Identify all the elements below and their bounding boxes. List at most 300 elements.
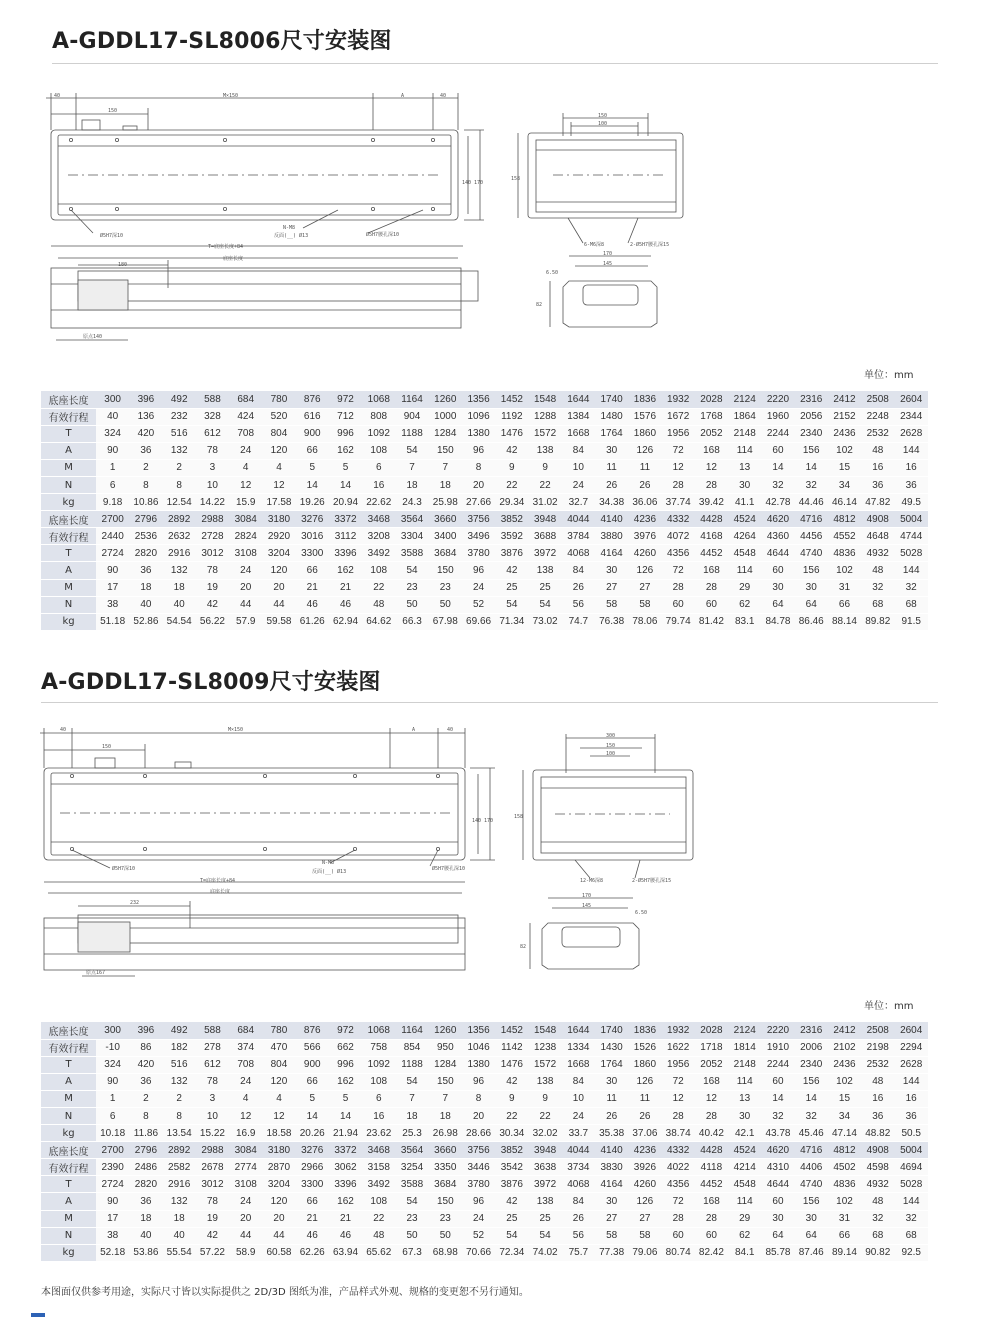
s2-base-len: 底座长度	[210, 889, 231, 895]
spec-cell: 62.94	[329, 613, 362, 630]
spec-cell: 3852	[495, 1142, 528, 1159]
spec-cell: 424	[229, 408, 262, 425]
spec-cell: 3204	[262, 1176, 295, 1193]
spec-cell: 8	[462, 459, 495, 476]
spec-cell: 2440	[96, 528, 129, 545]
spec-cell: 36	[129, 1073, 162, 1090]
spec-cell: 30	[795, 1210, 828, 1227]
spec-cell: 32	[795, 1107, 828, 1124]
spec-cell: 34.38	[595, 494, 628, 511]
spec-cell: 102	[828, 1073, 861, 1090]
spec-cell: 40	[163, 596, 196, 613]
spec-cell: 61.26	[296, 613, 329, 630]
spec-cell: 1480	[595, 408, 628, 425]
spec-cell: 65.62	[362, 1244, 395, 1261]
s2-e158: 158	[514, 814, 524, 820]
spec-cell: 300	[96, 1022, 129, 1039]
spec-row	[41, 1193, 928, 1210]
spec-cell: 18	[429, 1107, 462, 1124]
spec-cell: 4552	[828, 528, 861, 545]
spec-cell: 1836	[628, 1022, 661, 1039]
spec-cell: 5004	[894, 511, 928, 528]
spec-cell: 90	[96, 442, 129, 459]
spec-cell: 22	[495, 1107, 528, 1124]
spec-cell: 4456	[795, 528, 828, 545]
spec-header-row	[41, 391, 928, 408]
spec-cell: 56	[562, 1227, 595, 1244]
spec-cell: 23	[395, 1210, 428, 1227]
spec-cell: 66.3	[395, 613, 428, 630]
spec-cell: 40	[96, 408, 129, 425]
spec-cell: 2	[163, 1090, 196, 1107]
spec-cell: 11	[595, 1090, 628, 1107]
spec-cell: 114	[728, 562, 761, 579]
s1-e-m6: 6-M6深8	[584, 242, 605, 248]
spec-cell: 35.38	[595, 1125, 628, 1142]
spec-cell: 20	[229, 1210, 262, 1227]
s2-f82: 82	[520, 944, 527, 950]
spec-cell: 29.34	[495, 494, 528, 511]
spec-cell: 168	[695, 442, 728, 459]
spec-cell: 4908	[861, 511, 894, 528]
spec-cell: 36	[129, 1193, 162, 1210]
spec-cell: 42.78	[761, 494, 794, 511]
spec-cell: 57.22	[196, 1244, 229, 1261]
spec-row	[41, 1073, 928, 1090]
spec-cell: 780	[262, 391, 295, 408]
spec-cell: 1932	[662, 391, 695, 408]
spec-cell: 30	[595, 562, 628, 579]
spec-cell: 1814	[728, 1039, 761, 1056]
spec-cell: 1956	[662, 425, 695, 442]
spec-cell: 9	[528, 1090, 561, 1107]
spec-cell: 1046	[462, 1039, 495, 1056]
spec-cell: 20	[462, 476, 495, 493]
spec-cell: 2198	[861, 1039, 894, 1056]
spec-cell: 132	[163, 1193, 196, 1210]
spec-cell: 374	[229, 1039, 262, 1056]
spec-cell: 4740	[795, 545, 828, 562]
spec-cell: 1192	[495, 408, 528, 425]
spec-cell: 2892	[163, 511, 196, 528]
spec-cell: 96	[462, 562, 495, 579]
spec-cell: 5	[296, 1090, 329, 1107]
spec-row-label: N	[41, 596, 96, 613]
spec-cell: 3396	[329, 545, 362, 562]
spec-cell: 4260	[628, 545, 661, 562]
spec-cell: 3948	[528, 511, 561, 528]
spec-cell: 24	[229, 442, 262, 459]
spec-cell: 4620	[761, 511, 794, 528]
spec-cell: 162	[329, 442, 362, 459]
s2-holes-m: N-M8	[322, 860, 335, 866]
s2-f145: 145	[582, 903, 592, 909]
spec-cell: 4406	[795, 1159, 828, 1176]
spec-cell: 120	[262, 562, 295, 579]
spec-cell: 28	[662, 1210, 695, 1227]
spec-cell: 4360	[761, 528, 794, 545]
spec-cell: 328	[196, 408, 229, 425]
s2-hole1: Ø5H7深10	[112, 866, 136, 872]
spec-cell: 54	[495, 1227, 528, 1244]
spec-cell: 44	[262, 1227, 295, 1244]
spec-cell: 18	[163, 1210, 196, 1227]
spec-cell: 5	[296, 459, 329, 476]
spec-cell: 168	[695, 1193, 728, 1210]
spec-cell: 48	[362, 596, 395, 613]
spec-cell: 876	[296, 1022, 329, 1039]
spec-cell: 20.26	[296, 1125, 329, 1142]
spec-cell: 78	[196, 442, 229, 459]
spec-cell: 2316	[795, 1022, 828, 1039]
spec-cell: 4264	[728, 528, 761, 545]
spec-cell: 75.7	[562, 1244, 595, 1261]
spec-cell: 72.34	[495, 1244, 528, 1261]
spec-cell: 8	[129, 1107, 162, 1124]
spec-cell: 3300	[296, 1176, 329, 1193]
spec-cell: 1164	[395, 391, 428, 408]
spec-cell: 2508	[861, 1022, 894, 1039]
spec-cell: 64.62	[362, 613, 395, 630]
spec-cell: 4310	[761, 1159, 794, 1176]
spec-cell: 55.54	[163, 1244, 196, 1261]
spec-cell: 3638	[528, 1159, 561, 1176]
spec-cell: 90.82	[861, 1244, 894, 1261]
s1-base-len: 底座长度	[223, 256, 244, 262]
spec-cell: 26.98	[429, 1125, 462, 1142]
spec-cell: 31.02	[528, 494, 561, 511]
spec-cell: 2820	[129, 545, 162, 562]
s2-t-len: T=底座长度+84	[200, 878, 236, 884]
spec-cell: 12.54	[163, 494, 196, 511]
spec-cell: 4502	[828, 1159, 861, 1176]
spec-row	[41, 579, 928, 596]
spec-cell: 3492	[362, 1176, 395, 1193]
spec-cell: 3180	[262, 1142, 295, 1159]
spec-cell: 300	[96, 391, 129, 408]
spec-cell: 684	[229, 391, 262, 408]
spec-cell: 84	[562, 1073, 595, 1090]
spec-cell: 16	[894, 459, 928, 476]
spec-cell: 520	[262, 408, 295, 425]
spec-cell: 4356	[662, 545, 695, 562]
spec-cell: 804	[262, 425, 295, 442]
spec-cell: 14	[296, 476, 329, 493]
spec-cell: 48	[861, 562, 894, 579]
spec-cell: 36	[861, 476, 894, 493]
spec-cell: 4932	[861, 545, 894, 562]
spec-cell: 48	[362, 1227, 395, 1244]
spec-cell: 4	[262, 1090, 295, 1107]
spec-cell: 54.54	[163, 613, 196, 630]
s1-top-150: 150	[108, 108, 118, 114]
spec-cell: 67.98	[429, 613, 462, 630]
spec-cell: 136	[129, 408, 162, 425]
spec-cell: 14	[329, 1107, 362, 1124]
s1-r170: 170	[474, 180, 484, 186]
spec-row-label: T	[41, 1176, 96, 1193]
spec-cell: 10	[562, 459, 595, 476]
spec-cell: 9	[495, 459, 528, 476]
spec-cell: 32	[795, 476, 828, 493]
spec-cell: 4548	[728, 545, 761, 562]
spec-cell: 4524	[728, 1142, 761, 1159]
spec-row-label: kg	[41, 494, 96, 511]
spec-cell: 6	[362, 1090, 395, 1107]
spec-cell: 78.06	[628, 613, 661, 630]
spec-cell: 420	[129, 425, 162, 442]
spec-cell: 58.9	[229, 1244, 262, 1261]
spec-cell: 36	[894, 476, 928, 493]
spec-cell: 32.7	[562, 494, 595, 511]
spec-cell: 79.06	[628, 1244, 661, 1261]
spec-cell: 108	[362, 1073, 395, 1090]
spec-cell: 4072	[662, 528, 695, 545]
spec-row-label: A	[41, 442, 96, 459]
spec-cell: 26	[562, 1210, 595, 1227]
spec-cell: 30	[728, 476, 761, 493]
s1-f145: 145	[603, 261, 613, 267]
spec-cell: 4168	[695, 528, 728, 545]
spec-cell: 3976	[628, 528, 661, 545]
spec-cell: 24	[229, 1193, 262, 1210]
spec-cell: 68	[861, 1227, 894, 1244]
spec-cell: 10.86	[129, 494, 162, 511]
spec-cell: 59.58	[262, 613, 295, 630]
spec-cell: 9.18	[96, 494, 129, 511]
spec-cell: 4648	[861, 528, 894, 545]
spec-cell: 16	[362, 476, 395, 493]
s2-r170: 170	[484, 818, 494, 824]
spec-cell: 18	[129, 1210, 162, 1227]
spec-cell: 2124	[728, 1022, 761, 1039]
spec-cell: 114	[728, 1193, 761, 1210]
spec-cell: 27	[595, 579, 628, 596]
spec-cell: 1576	[628, 408, 661, 425]
section1-spec-table	[41, 391, 928, 631]
spec-cell: 102	[828, 442, 861, 459]
spec-cell: 4236	[628, 511, 661, 528]
spec-cell: 34	[828, 1107, 861, 1124]
spec-cell: 2340	[795, 425, 828, 442]
s1-holes-m2: 反面(__) Ø13	[274, 233, 309, 239]
spec-cell: 324	[96, 1056, 129, 1073]
spec-cell: 30	[761, 579, 794, 596]
spec-cell: 1188	[395, 1056, 428, 1073]
s2-top-a: A	[412, 727, 416, 733]
s2-e-2: 2-Ø5H7腰孔深15	[632, 878, 672, 884]
spec-cell: 60.58	[262, 1244, 295, 1261]
spec-cell: 1740	[595, 1022, 628, 1039]
spec-cell: 30	[728, 1107, 761, 1124]
spec-row	[41, 545, 928, 562]
spec-cell: 1334	[562, 1039, 595, 1056]
spec-cell: 1260	[429, 1022, 462, 1039]
spec-cell: 84	[562, 562, 595, 579]
spec-cell: 150	[429, 562, 462, 579]
spec-cell: 396	[129, 391, 162, 408]
spec-header-row	[41, 1142, 928, 1159]
spec-cell: 16.9	[229, 1125, 262, 1142]
spec-cell: 12	[262, 476, 295, 493]
spec-cell: 21	[329, 579, 362, 596]
spec-cell: 1932	[662, 1022, 695, 1039]
spec-cell: 2582	[163, 1159, 196, 1176]
spec-cell: 662	[329, 1039, 362, 1056]
spec-cell: 3	[196, 1090, 229, 1107]
spec-cell: 21	[296, 579, 329, 596]
spec-cell: 4452	[695, 545, 728, 562]
spec-cell: 4140	[595, 511, 628, 528]
spec-cell: 1000	[429, 408, 462, 425]
spec-cell: 16	[861, 459, 894, 476]
spec-cell: 58	[628, 1227, 661, 1244]
spec-cell: 2604	[894, 391, 928, 408]
spec-cell: 14	[761, 459, 794, 476]
spec-cell: 47.14	[828, 1125, 861, 1142]
spec-cell: 4236	[628, 1142, 661, 1159]
spec-cell: 22	[362, 1210, 395, 1227]
s1-f82: 82	[536, 302, 543, 308]
spec-cell: 84.78	[761, 613, 794, 630]
spec-cell: 4	[262, 459, 295, 476]
spec-cell: 3254	[395, 1159, 428, 1176]
spec-cell: 36	[894, 1107, 928, 1124]
spec-cell: 23	[395, 579, 428, 596]
spec-cell: 24.3	[395, 494, 428, 511]
spec-cell: 10	[562, 1090, 595, 1107]
spec-cell: 71.34	[495, 613, 528, 630]
spec-cell: 4908	[861, 1142, 894, 1159]
spec-cell: 7	[429, 1090, 462, 1107]
spec-cell: 26	[562, 579, 595, 596]
spec-cell: 23	[429, 1210, 462, 1227]
spec-cell: 3276	[296, 511, 329, 528]
spec-cell: 1572	[528, 1056, 561, 1073]
spec-cell: 156	[795, 442, 828, 459]
spec-cell: 612	[196, 425, 229, 442]
section2-divider	[41, 702, 938, 703]
spec-cell: 2796	[129, 1142, 162, 1159]
spec-cell: 34	[828, 476, 861, 493]
spec-cell: 996	[329, 1056, 362, 1073]
spec-cell: 1572	[528, 425, 561, 442]
spec-cell: 712	[329, 408, 362, 425]
spec-cell: 3948	[528, 1142, 561, 1159]
spec-row	[41, 1107, 928, 1124]
spec-cell: 3926	[628, 1159, 661, 1176]
spec-cell: 24	[462, 1210, 495, 1227]
spec-cell: 21.94	[329, 1125, 362, 1142]
spec-cell: 17	[96, 579, 129, 596]
spec-cell: 19	[196, 1210, 229, 1227]
spec-cell: 22.62	[362, 494, 395, 511]
s1-e100: 100	[598, 121, 608, 127]
spec-cell: 22	[528, 1107, 561, 1124]
spec-cell: 1644	[562, 1022, 595, 1039]
spec-cell: 66	[296, 1193, 329, 1210]
spec-cell: 1068	[362, 1022, 395, 1039]
spec-cell: 3756	[462, 1142, 495, 1159]
footer-disclaimer: 本图面仅供参考用途，实际尺寸皆以实际提供之 2D/3D 图纸为准，产品样式外观、规格的变更恕不另行通知。	[41, 1287, 529, 1298]
spec-cell: 2	[129, 1090, 162, 1107]
spec-row	[41, 476, 928, 493]
spec-cell: 8	[129, 476, 162, 493]
spec-cell: 29	[728, 579, 761, 596]
spec-cell: 108	[362, 442, 395, 459]
s1-top-mx150: M×150	[223, 93, 239, 99]
spec-cell: 18	[163, 579, 196, 596]
spec-row-label: 有效行程	[41, 408, 96, 425]
spec-cell: 156	[795, 1073, 828, 1090]
spec-cell: 60	[761, 562, 794, 579]
spec-cell: 2294	[894, 1039, 928, 1056]
spec-cell: 2316	[795, 391, 828, 408]
spec-cell: 49.5	[894, 494, 928, 511]
spec-cell: 37.06	[628, 1125, 661, 1142]
spec-cell: 4164	[595, 545, 628, 562]
spec-row	[41, 1125, 928, 1142]
spec-cell: 48	[861, 442, 894, 459]
spec-cell: 30	[595, 442, 628, 459]
spec-cell: 54	[395, 562, 428, 579]
spec-row-label: N	[41, 476, 96, 493]
spec-cell: 168	[695, 562, 728, 579]
spec-cell: 516	[163, 1056, 196, 1073]
spec-cell: 3492	[362, 545, 395, 562]
spec-cell: 3468	[362, 511, 395, 528]
spec-cell: 3876	[495, 545, 528, 562]
spec-cell: 5	[329, 459, 362, 476]
s2-f170: 170	[582, 893, 592, 899]
spec-cell: 30	[795, 579, 828, 596]
spec-cell: 3372	[329, 1142, 362, 1159]
spec-cell: 57.9	[229, 613, 262, 630]
spec-row-label: M	[41, 1210, 96, 1227]
section1-title: A-GDDL17-SL8006尺寸安装图	[52, 29, 392, 54]
spec-cell: 1092	[362, 425, 395, 442]
spec-cell: 1644	[562, 391, 595, 408]
spec-cell: 60	[761, 442, 794, 459]
spec-cell: 47.82	[861, 494, 894, 511]
spec-cell: 11	[595, 459, 628, 476]
spec-cell: 21	[329, 1210, 362, 1227]
spec-cell: 4118	[695, 1159, 728, 1176]
s1-holes-m: N-M8	[283, 225, 296, 231]
spec-cell: 1548	[528, 1022, 561, 1039]
spec-cell: 96	[462, 442, 495, 459]
spec-cell: 1380	[462, 1056, 495, 1073]
spec-cell: 4836	[828, 1176, 861, 1193]
spec-cell: 2916	[163, 545, 196, 562]
spec-cell: 6	[362, 459, 395, 476]
spec-cell: 4812	[828, 511, 861, 528]
spec-cell: 102	[828, 1193, 861, 1210]
spec-cell: 58	[595, 596, 628, 613]
spec-cell: 232	[163, 408, 196, 425]
spec-cell: 15.9	[229, 494, 262, 511]
spec-cell: 60	[662, 1227, 695, 1244]
spec-row-label: N	[41, 1227, 96, 1244]
spec-cell: 3108	[229, 1176, 262, 1193]
spec-cell: 4524	[728, 511, 761, 528]
spec-cell: 24	[562, 1107, 595, 1124]
spec-cell: 66	[296, 442, 329, 459]
spec-cell: 3468	[362, 1142, 395, 1159]
spec-cell: 79.74	[662, 613, 695, 630]
spec-cell: 102	[828, 562, 861, 579]
spec-cell: 36.06	[628, 494, 661, 511]
